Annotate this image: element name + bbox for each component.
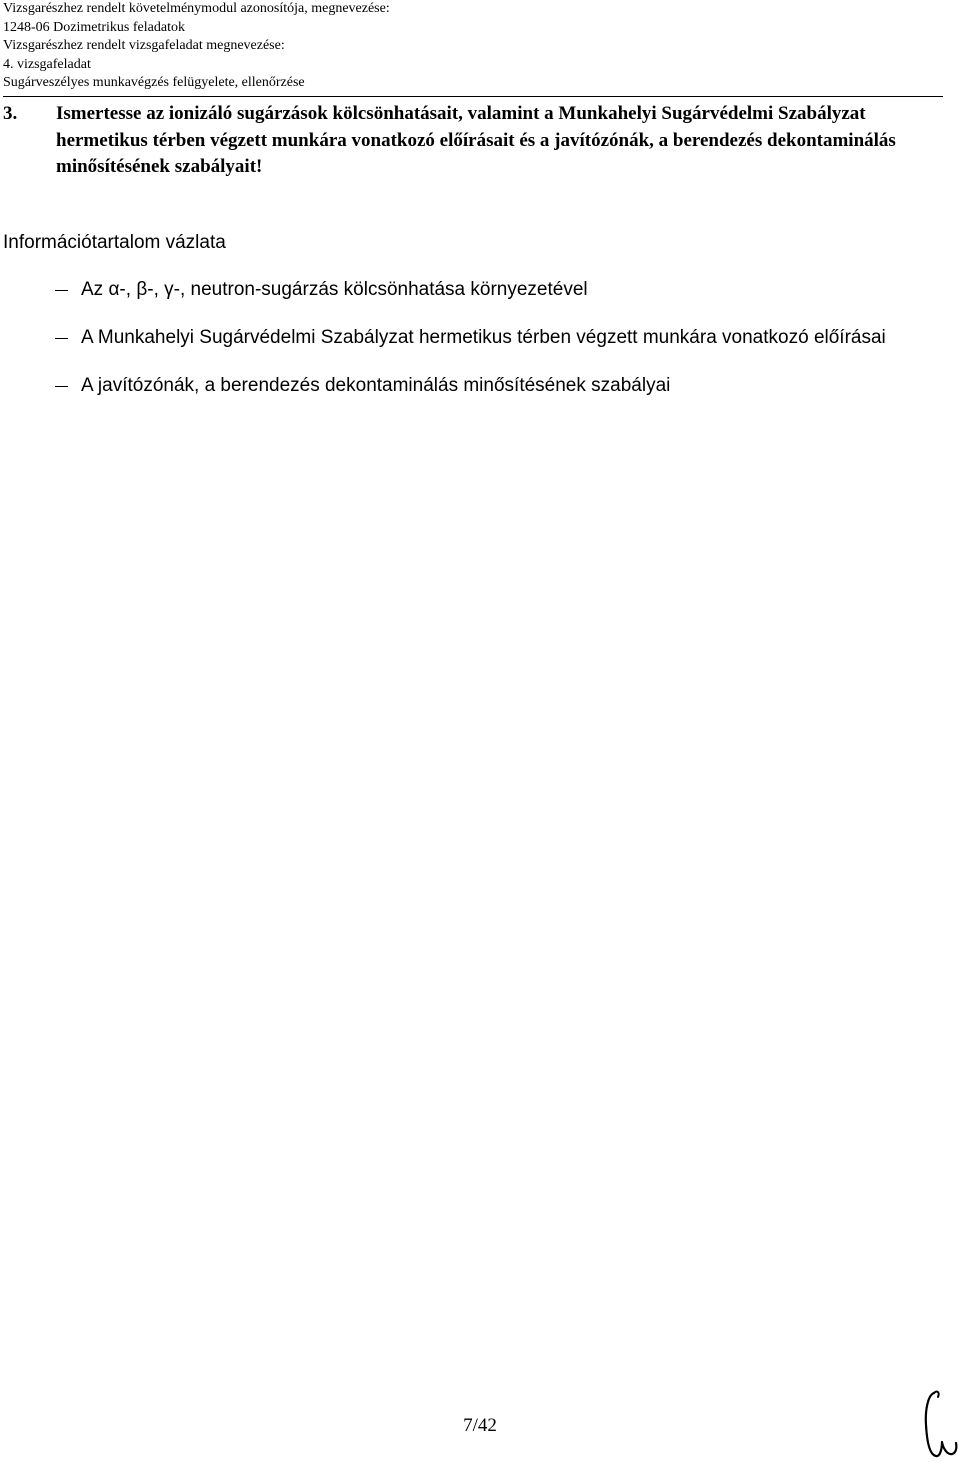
outline-item <box>0 318 940 358</box>
question-number: 3. <box>3 103 18 124</box>
header-line-module-label: Vizsgarészhez rendelt követelménymodul azonosítója, megnevezése: <box>3 1 390 16</box>
outline-list <box>0 270 940 414</box>
dash-bullet-icon <box>55 290 68 291</box>
dash-bullet-icon <box>55 338 68 339</box>
outline-item-text: Az α-, β-, γ-, neutron-sugárzás kölcsönhatása környezetével <box>81 279 588 300</box>
page-number: 7/42 <box>463 1415 497 1436</box>
header-line-module-name: 1248-06 Dozimetrikus feladatok <box>3 19 185 35</box>
outline-item <box>0 366 940 406</box>
question-block <box>3 101 943 181</box>
header-line-task-label: Vizsgarészhez rendelt vizsgafeladat megnevezése: <box>3 38 285 54</box>
dash-bullet-icon <box>55 386 68 387</box>
handwritten-signature-icon <box>920 1385 960 1460</box>
header-line-task-name: Sugárveszélyes munkavégzés felügyelete, ellenőrzése <box>3 75 305 91</box>
header-line-task-number: 4. vizsgafeladat <box>3 56 91 72</box>
outline-item-text: A Munkahelyi Sugárvédelmi Szabályzat hermetikus térben végzett munkára vonatkozó előírásai <box>81 327 886 348</box>
outline-title: Információtartalom vázlata <box>3 232 226 253</box>
question-text: Ismertesse az ionizáló sugárzások kölcsönhatásait, valamint a Munkahelyi Sugárvédelmi Szabályzat hermetikus térben végzett munkára vonatkozó előírásait és a javítózónák, a berendezés dekontaminálás minősítésének szabályait! <box>56 103 896 178</box>
document-header <box>3 0 943 97</box>
outline-item-text: A javítózónák, a berendezés dekontaminálás minősítésének szabályai <box>81 375 671 396</box>
outline-item <box>0 270 940 310</box>
